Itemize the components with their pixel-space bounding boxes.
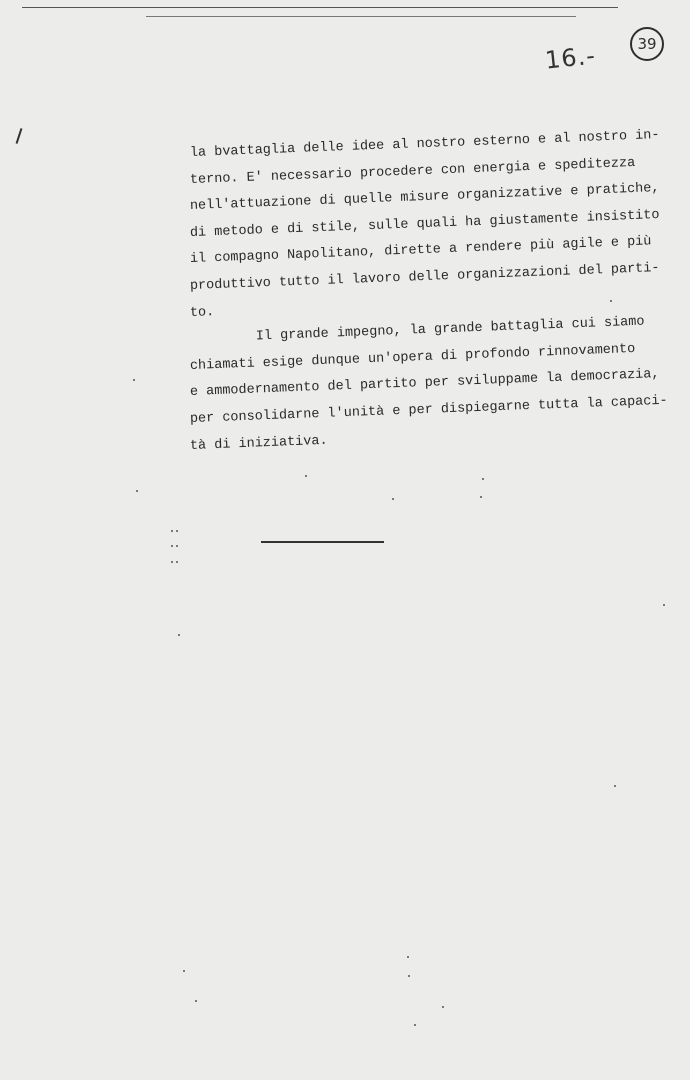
scan-speck	[407, 956, 409, 958]
text-line: la bvattaglia delle idee al nostro esterno e al nostro in-	[189, 127, 660, 161]
text-line: per consolidarne l'unità e per dispiegarne tutta la capaci-	[189, 393, 668, 427]
scan-speck	[178, 634, 180, 636]
scan-speck	[176, 530, 178, 532]
body-text	[189, 127, 668, 460]
scan-speck	[442, 1006, 444, 1008]
scan-speck	[480, 496, 482, 498]
margin-mark	[16, 128, 23, 144]
text-line-paragraph-start: Il grande impegno, la grande battaglia cui siamo	[255, 314, 645, 345]
top-rule	[22, 7, 618, 8]
scan-speck	[183, 970, 185, 972]
text-line: di metodo e di stile, sulle quali ha giustamente insistito	[189, 207, 660, 241]
scan-speck	[305, 475, 307, 477]
text-line: nell'attuazione di quelle misure organizzative e pratiche,	[189, 181, 660, 215]
scan-speck	[392, 498, 394, 500]
text-line: terno. E' necessario procedere con energia e speditezza	[189, 155, 636, 188]
text-line: il compagno Napolitano, dirette a rendere più agile e più	[189, 234, 652, 268]
text-line: e ammodernamento del partito per sviluppame la democrazia,	[189, 367, 660, 401]
stamp-number: 39	[637, 35, 657, 53]
text-line: produttivo tutto il lavoro delle organizzazioni del parti-	[189, 260, 660, 294]
scan-speck	[414, 1024, 416, 1026]
scan-speck	[176, 561, 178, 563]
scan-speck	[482, 478, 484, 480]
archive-stamp	[630, 27, 664, 61]
scan-speck	[171, 530, 173, 532]
scan-speck	[136, 490, 138, 492]
text-line: chiamati esige dunque un'opera di profondo rinnovamento	[189, 341, 636, 374]
page-number: 16.-	[543, 41, 598, 75]
scan-speck	[171, 561, 173, 563]
top-rule-secondary	[146, 16, 576, 17]
scan-speck	[195, 1000, 197, 1002]
end-rule	[261, 541, 384, 543]
scan-speck	[408, 975, 410, 977]
scan-speck	[610, 300, 612, 302]
text-line: tà di iniziativa.	[189, 433, 328, 454]
scan-speck	[614, 785, 616, 787]
text-line: to.	[189, 304, 215, 321]
scan-speck	[171, 545, 173, 547]
scan-speck	[133, 379, 135, 381]
scan-speck	[663, 604, 665, 606]
scan-speck	[176, 545, 178, 547]
